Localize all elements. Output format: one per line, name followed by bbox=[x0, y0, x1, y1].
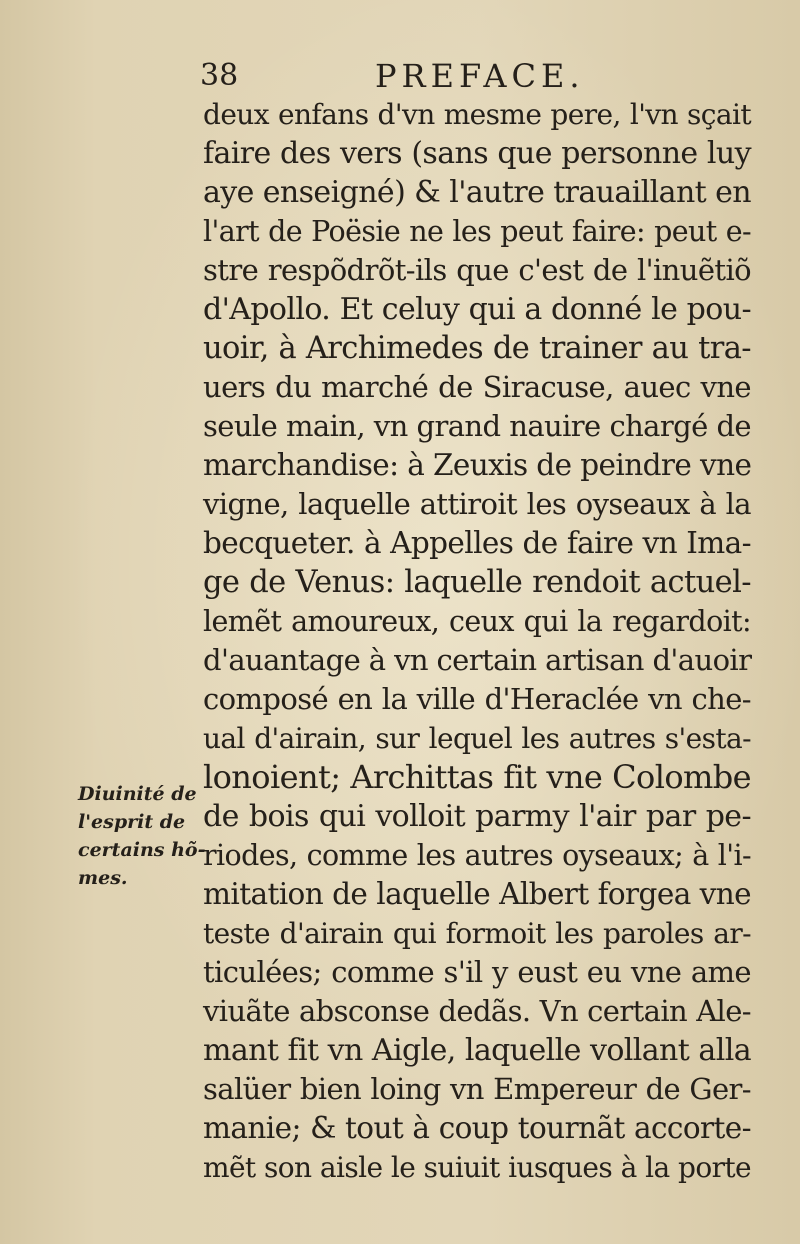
text-line: mitation de laquelle Albert forgea vne bbox=[203, 877, 751, 911]
text-line: manie; & tout à coup tournãt accorte- bbox=[203, 1111, 751, 1145]
marginal-note-line: l'esprit de bbox=[78, 811, 186, 833]
text-line: faire des vers (sans que personne luy bbox=[203, 136, 751, 171]
text-line: stre respõdrõt-ils que c'est de l'inuẽtiõ bbox=[203, 253, 751, 287]
marginal-note-line: certains hõ- bbox=[78, 839, 206, 861]
text-line: teste d'airain qui formoit les paroles ar- bbox=[203, 917, 751, 950]
text-line: riodes, comme les autres oyseaux; à l'i- bbox=[203, 839, 751, 872]
marginal-note-line: Diuinité de bbox=[78, 783, 197, 805]
text-line: salüer bien loing vn Empereur de Ger- bbox=[203, 1072, 751, 1106]
text-line: d'Apollo. Et celuy qui a donné le pou- bbox=[203, 292, 751, 327]
text-line: deux enfans d'vn mesme pere, l'vn sçait bbox=[203, 98, 751, 131]
text-line: l'art de Poësie ne les peut faire: peut e- bbox=[203, 215, 751, 248]
page-header bbox=[200, 56, 760, 96]
text-line: de bois qui volloit parmy l'air par pe- bbox=[203, 799, 751, 834]
text-line: composé en la ville d'Heraclée vn che- bbox=[203, 682, 751, 716]
text-line: lemẽt amoureux, ceux qui la regardoit: bbox=[203, 605, 751, 638]
text-line: vigne, laquelle attiroit les oyseaux à la bbox=[203, 487, 751, 521]
running-head: PREFACE. bbox=[375, 57, 585, 95]
text-line: becqueter. à Appelles de faire vn Ima- bbox=[203, 526, 751, 560]
text-line: ual d'airain, sur lequel les autres s'esta- bbox=[203, 722, 751, 755]
text-line: viuãte absconse dedãs. Vn certain Ale- bbox=[203, 994, 751, 1028]
text-line: ge de Venus: laquelle rendoit actuel- bbox=[203, 565, 751, 600]
text-line: mẽt son aisle le suiuit iusques à la porte bbox=[203, 1151, 751, 1184]
text-line: uers du marché de Siracuse, auec vne bbox=[203, 370, 751, 404]
text-line: ticulées; comme s'il y eust eu vne ame bbox=[203, 955, 751, 989]
page-number: 38 bbox=[200, 58, 239, 93]
text-line: uoir, à Archimedes de trainer au tra- bbox=[203, 331, 751, 366]
marginal-note-line: mes. bbox=[78, 867, 128, 889]
text-line: seule main, vn grand nauire chargé de bbox=[203, 409, 751, 443]
text-line: marchandise: à Zeuxis de peindre vne bbox=[203, 448, 752, 482]
text-line: aye enseigné) & l'autre trauaillant en bbox=[203, 175, 751, 210]
text-line: lonoient; Archittas fit vne Colombe bbox=[203, 758, 751, 796]
text-line: d'auantage à vn certain artisan d'auoir bbox=[203, 643, 752, 677]
text-line: mant fit vn Aigle, laquelle vollant alla bbox=[203, 1033, 751, 1068]
body-text bbox=[203, 95, 751, 1187]
marginal-note bbox=[78, 780, 206, 892]
